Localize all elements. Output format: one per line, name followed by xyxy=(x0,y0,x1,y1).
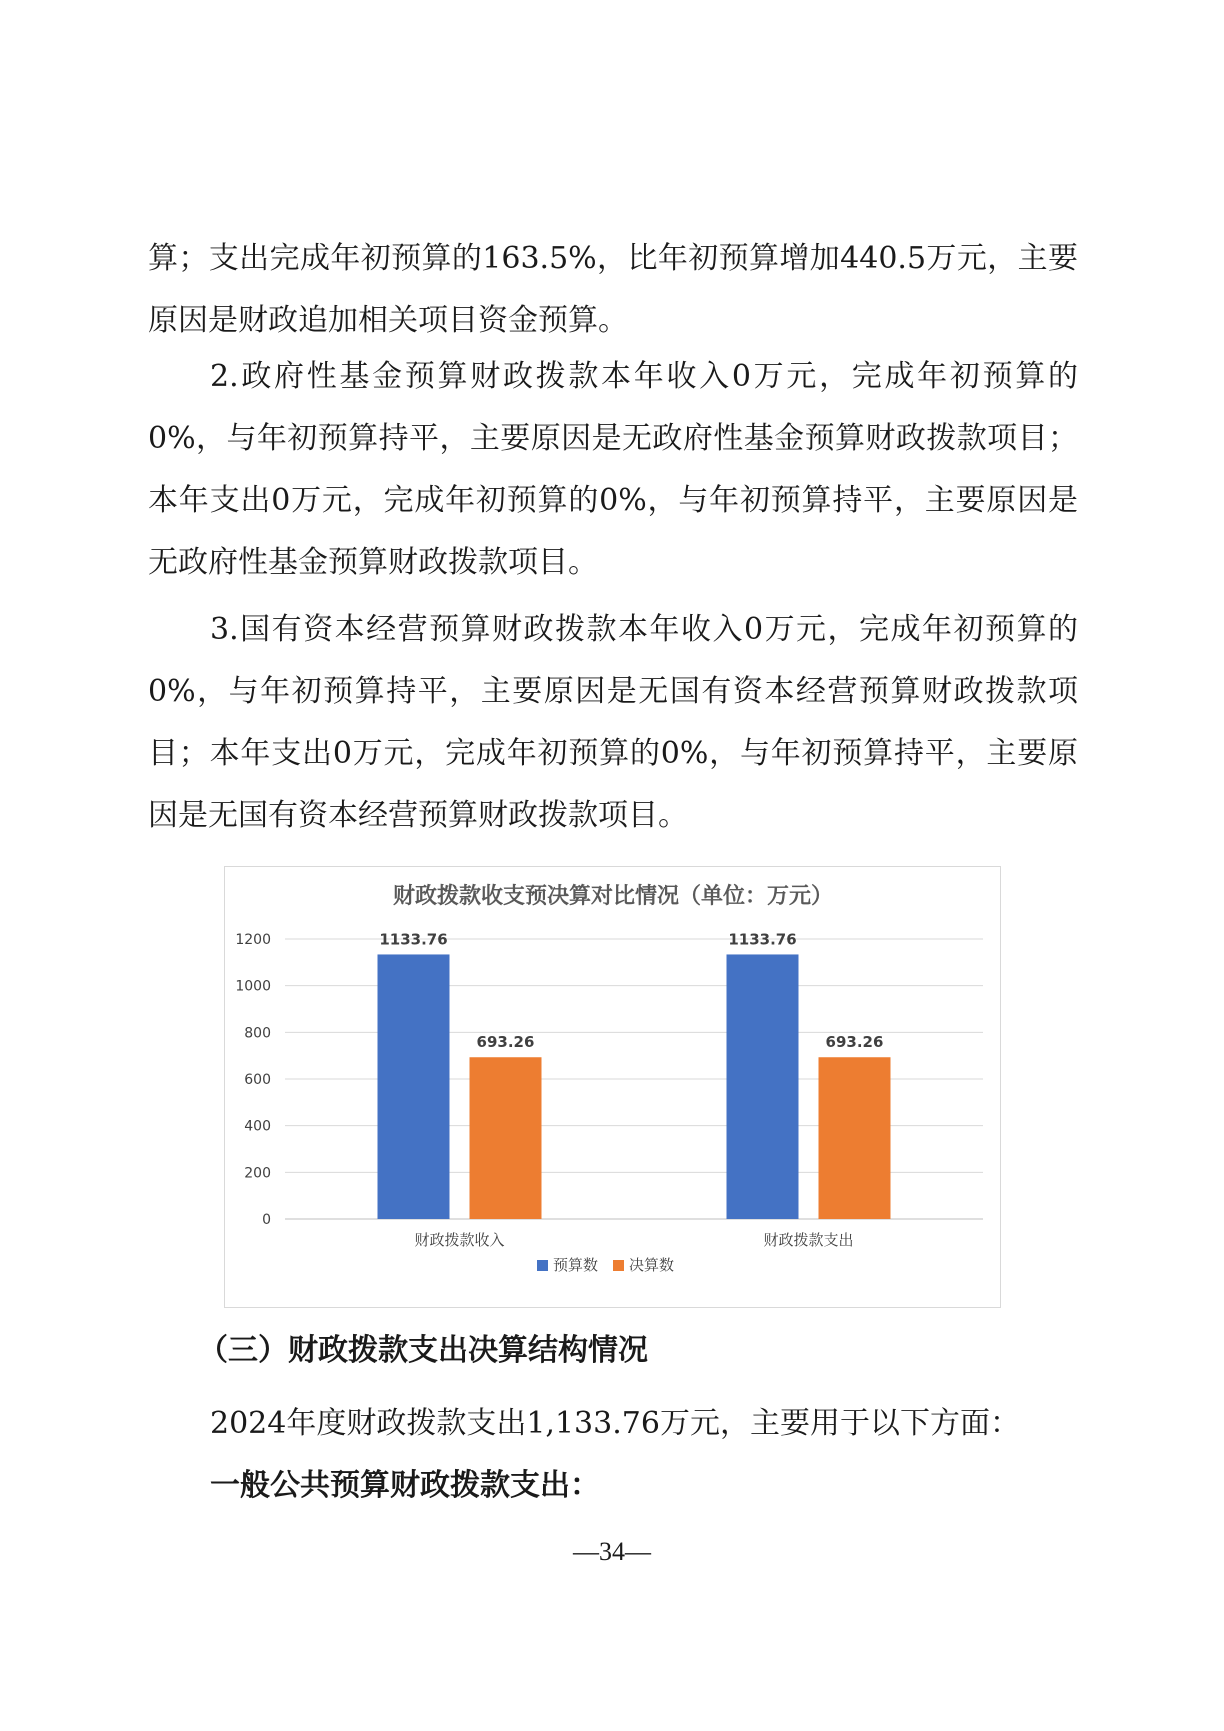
paragraph-government-fund: 2.政府性基金预算财政拨款本年收入0万元，完成年初预算的0%，与年初预算持平，主要原因是无政府性基金预算财政拨款项目；本年支出0万元，完成年初预算的0%，与年初预算持平，主要原因是无政府性基金预算财政拨款项目。 xyxy=(148,359,1078,580)
paragraph-budget-expenditure: 算；支出完成年初预算的163.5%，比年初预算增加440.5万元，主要原因是财政追加相关项目资金预算。 xyxy=(148,241,1078,338)
bar-决算数 xyxy=(470,1057,542,1219)
y-tick-label: 400 xyxy=(244,1118,271,1135)
bar-预算数 xyxy=(378,954,450,1219)
legend-label: 决算数 xyxy=(629,1256,675,1274)
legend-swatch xyxy=(613,1260,624,1271)
category-label: 财政拨款支出 xyxy=(763,1231,854,1249)
sub-heading: 一般公共预算财政拨款支出： xyxy=(210,1468,600,1503)
data-label: 693.26 xyxy=(476,1033,535,1052)
y-tick-label: 200 xyxy=(244,1165,271,1182)
y-tick-label: 1200 xyxy=(235,932,271,948)
legend-label: 预算数 xyxy=(553,1256,599,1274)
summary-line: 2024年度财政拨款支出1,133.76万元，主要用于以下方面： xyxy=(210,1406,1020,1441)
page-number: —34— xyxy=(573,1537,651,1566)
data-label: 693.26 xyxy=(825,1033,884,1052)
chart-canvas xyxy=(225,867,1002,1309)
bar-预算数 xyxy=(727,954,799,1219)
category-label: 财政拨款收入 xyxy=(414,1231,505,1249)
budget-comparison-chart xyxy=(224,866,1001,1308)
legend-swatch xyxy=(537,1260,548,1271)
chart-title: 财政拨款收支预决算对比情况（单位：万元） xyxy=(392,884,834,909)
y-tick-label: 0 xyxy=(262,1212,271,1228)
data-label: 1133.76 xyxy=(728,930,797,949)
data-label: 1133.76 xyxy=(379,930,448,949)
y-tick-label: 800 xyxy=(244,1025,271,1042)
bar-决算数 xyxy=(819,1057,891,1219)
y-tick-label: 1000 xyxy=(235,978,271,995)
paragraph-state-capital: 3.国有资本经营预算财政拨款本年收入0万元，完成年初预算的0%，与年初预算持平，主要原因是无国有资本经营预算财政拨款项目；本年支出0万元，完成年初预算的0%，与年初预算持平，主要原因是无国有资本经营预算财政拨款项目。 xyxy=(148,612,1078,833)
section-heading: （三）财政拨款支出决算结构情况 xyxy=(198,1333,648,1368)
y-tick-label: 600 xyxy=(244,1072,271,1088)
